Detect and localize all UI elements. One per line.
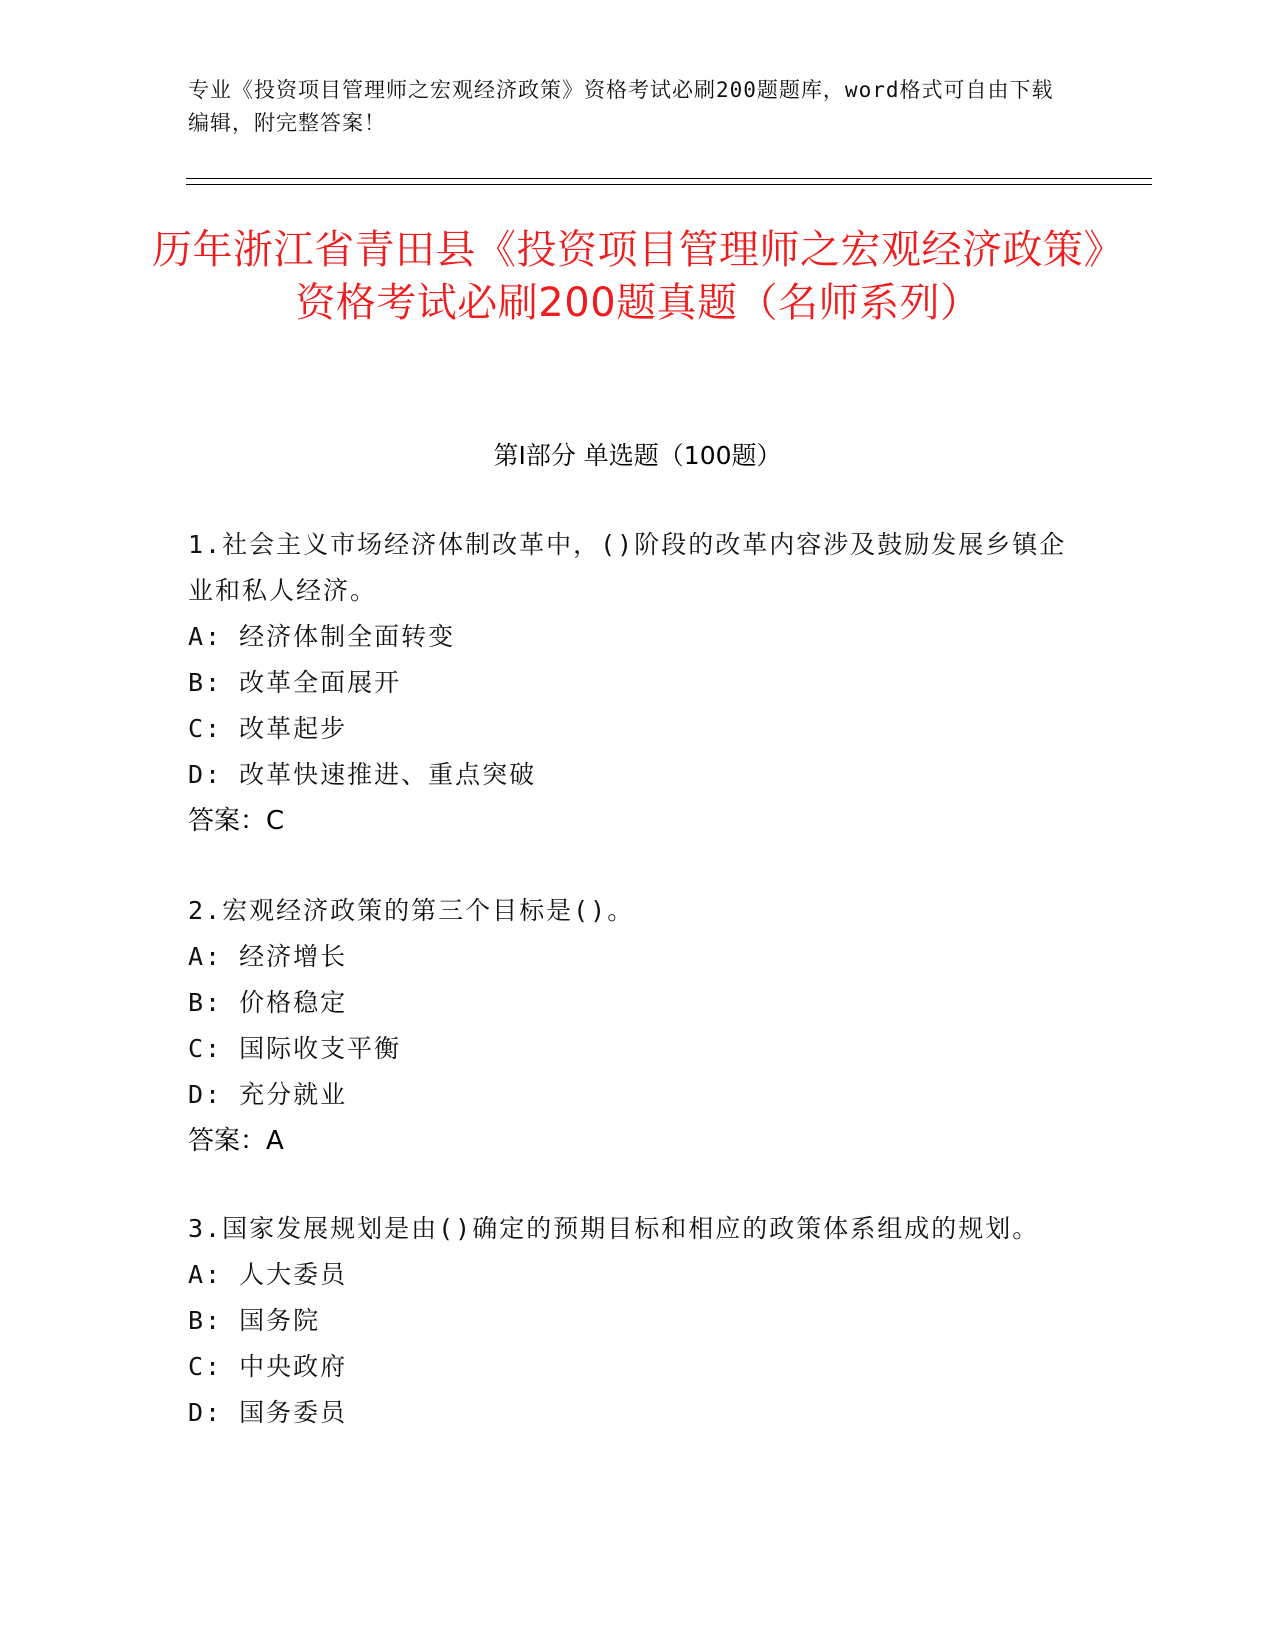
question-1 <box>188 522 1068 844</box>
question-2 <box>188 888 1068 1164</box>
option-b: B: 价格稳定 <box>188 988 348 1017</box>
option-b: B: 改革全面展开 <box>188 668 402 697</box>
option-d: D: 国务委员 <box>188 1398 348 1427</box>
question-stem: 1.社会主义市场经济体制改革中，()阶段的改革内容涉及鼓励发展乡镇企业和私人经济。 <box>188 530 1067 605</box>
option-c: C: 国际收支平衡 <box>188 1034 402 1063</box>
option-c: C: 中央政府 <box>188 1352 348 1381</box>
header-divider-bottom <box>186 184 1152 185</box>
option-a: A: 经济增长 <box>188 942 348 971</box>
section-heading: 第I部分 单选题（100题） <box>493 441 782 470</box>
answer-line: 答案：C <box>188 806 285 836</box>
header-divider-top <box>186 178 1152 179</box>
option-c: C: 改革起步 <box>188 714 348 743</box>
option-d: D: 充分就业 <box>188 1080 348 1109</box>
question-3 <box>188 1206 1068 1436</box>
question-stem: 2.宏观经济政策的第三个目标是()。 <box>188 896 635 925</box>
document-title: 历年浙江省青田县《投资项目管理师之宏观经济政策》资格考试必刷200题真题（名师系列） <box>152 227 1124 326</box>
option-a: A: 人大委员 <box>188 1260 348 1289</box>
option-a: A: 经济体制全面转变 <box>188 622 456 651</box>
header-note: 专业《投资项目管理师之宏观经济政策》资格考试必刷200题题库，word格式可自由下载编辑，附完整答案！ <box>188 78 1054 135</box>
answer-line: 答案：A <box>188 1126 284 1156</box>
option-d: D: 改革快速推进、重点突破 <box>188 760 537 789</box>
question-stem: 3.国家发展规划是由()确定的预期目标和相应的政策体系组成的规划。 <box>188 1214 1040 1243</box>
option-b: B: 国务院 <box>188 1306 321 1335</box>
